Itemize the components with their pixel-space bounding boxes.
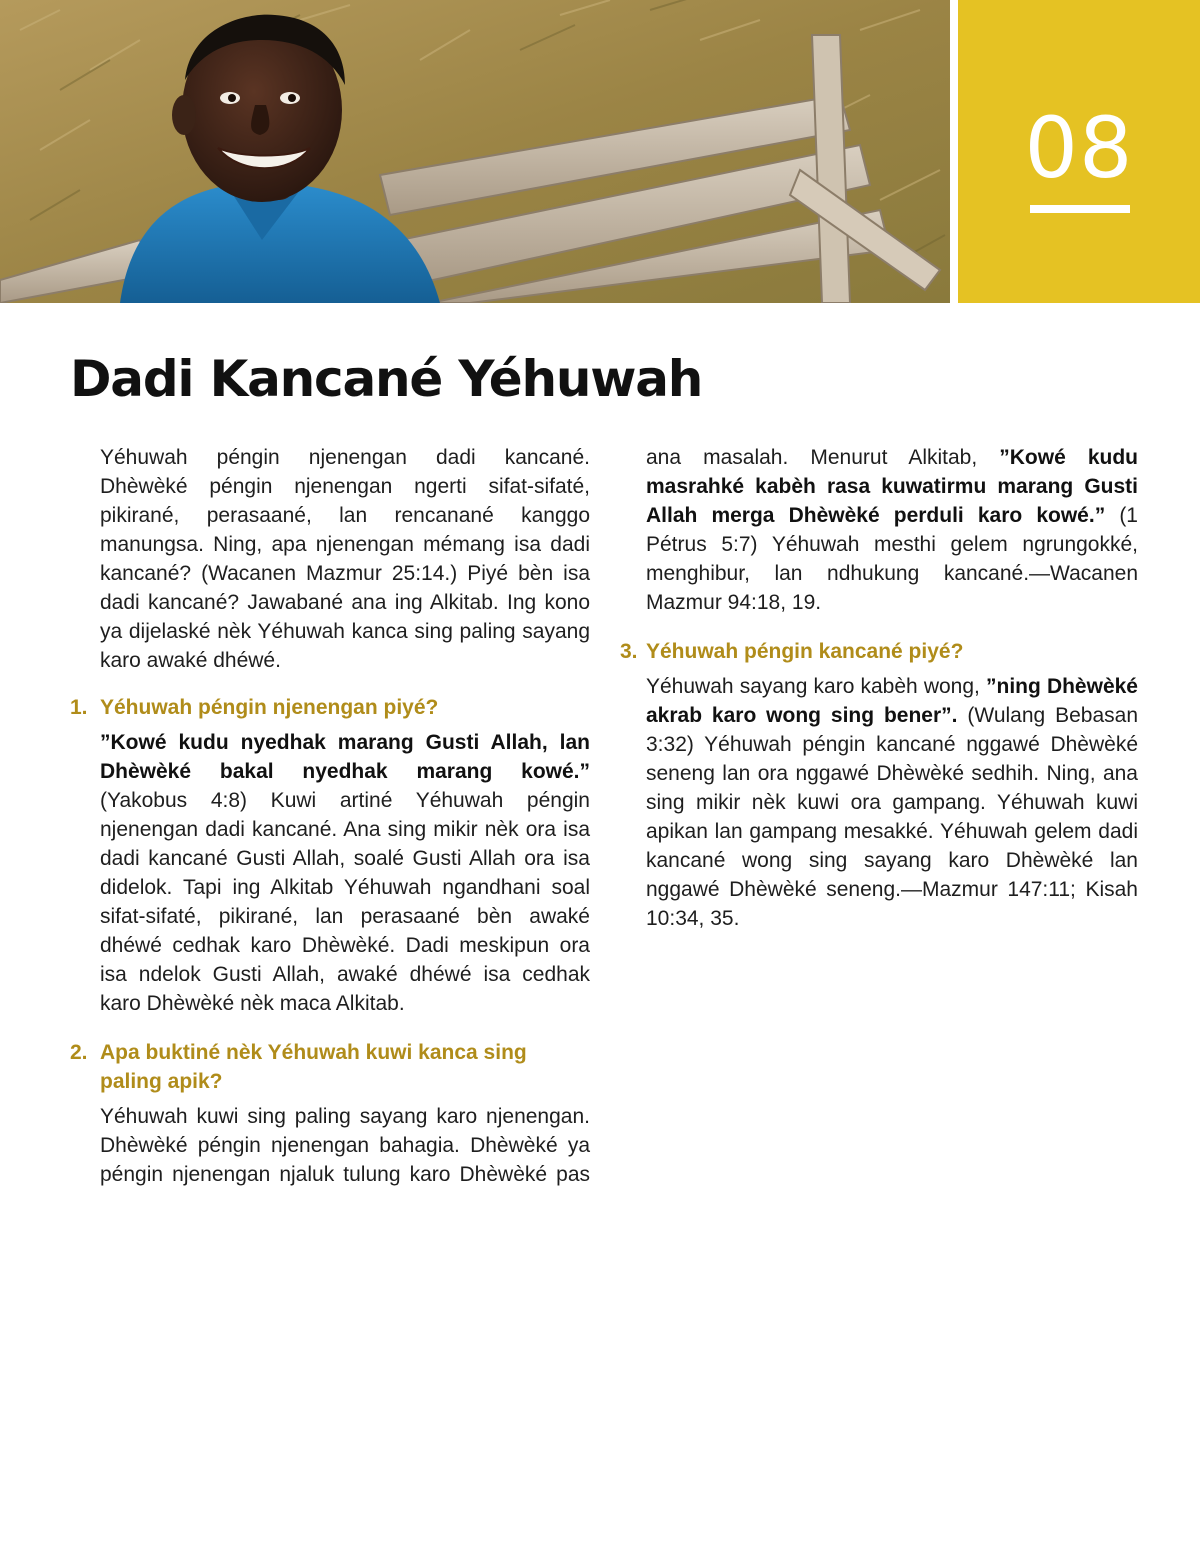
question-2-text: Apa buktiné nèk Yéhuwah kuwi kanca sing paling apik?: [100, 1041, 527, 1093]
answer-1-paragraph: [70, 728, 590, 1018]
question-2-number: 2.: [70, 1041, 88, 1064]
answer-3-verse: ”ning Dhèwèké akrab karo wong sing bener”.: [646, 675, 1138, 727]
header-photo: [0, 0, 950, 303]
question-1-heading: [70, 693, 590, 722]
answer-1-verse: ”Kowé kudu nyedhak marang Gusti Allah, lan Dhèwèké bakal nyedhak marang kowé.”: [100, 731, 590, 783]
answer-3-body-before: Yéhuwah sayang karo kabèh wong,: [646, 675, 986, 698]
answer-3-paragraph: [620, 672, 1138, 933]
answer-3-body-after: (Wulang Bebasan 3:32) Yéhuwah péngin kancané nggawé Dhèwèké seneng lan ora nggawé Dhèwèké sedhih. Ning, ana sing mikir nèk kuwi ora gampang. Yéhuwah kuwi apikan lan gampang mesakké. Yéhuwah gelem dadi kancané wong sing sayang karo Dhèwèké lan nggawé Dhèwèké seneng.—Mazmur 147:11; Kisah 10:34, 35.: [646, 704, 1138, 930]
page-title: Dadi Kancané Yéhuwah: [70, 350, 703, 408]
question-1-number: 1.: [70, 696, 88, 719]
answer-2-body-before: Yéhuwah kuwi sing paling sayang karo njenengan. Dhèwèké péngin njenengan bahagia. Dhèwèké ya péngin njenengan njaluk tulung karo Dhèwèké pas: [100, 1105, 590, 1186]
answer-2-paragraph: [70, 1102, 590, 1189]
question-2-heading: [70, 1038, 590, 1096]
answer-2-verse: ”Kowé kudu masrahké kabèh rasa kuwatirmu marang Gusti Allah merga Dhèwèké perduli karo kowé.”: [646, 446, 1138, 527]
answer-1-body: (Yakobus 4:8) Kuwi artiné Yéhuwah péngin njenengan dadi kancané. Ana sing mikir nèk ora isa dadi kancané Gusti Allah, soalé Gusti Allah ora isa didelok. Tapi ing Alkitab Yéhuwah ngandhani soal sifat-sifaté, pikirané, lan perasaané bèn awaké dhéwé cedhak karo Dhèwèké. Dadi meskipun ora isa ndelok Gusti Allah, awaké dhéwé isa cedhak karo Dhèwèké nèk maca Alkitab.: [100, 789, 590, 1015]
answer-2-continued: [620, 443, 1138, 617]
question-3-text: Yéhuwah péngin kancané piyé?: [646, 640, 964, 663]
intro-paragraph: Yéhuwah péngin njenengan dadi kancané. Dhèwèké péngin njenengan ngerti sifat-sifaté, pikirané, perasaané, lan rencanané kanggo manungsa. Ning, apa njenengan mémang isa dadi kancané? (Wacanen Mazmur 25:14.) Piyé bèn isa dadi kancané? Jawabané ana ing Alkitab. Ing kono ya dijelaské nèk Yéhuwah kanca sing paling sayang karo awaké dhéwé.: [100, 446, 590, 672]
lesson-number: 08: [1024, 99, 1134, 197]
lesson-number-badge: [958, 0, 1200, 303]
answer-2-body-before: ana masalah. Menurut Alkitab,: [646, 446, 1000, 469]
question-3-number: 3.: [620, 640, 638, 663]
answer-2-body-after: (1 Pétrus 5:7) Yéhuwah mesthi gelem ngrungokké, menghibur, lan ndhukung kancané.—Wacanen Mazmur 94:18, 19.: [646, 504, 1138, 614]
question-3-heading: [620, 637, 1138, 666]
lesson-number-underline: [1030, 205, 1130, 213]
right-column: [620, 443, 1138, 933]
question-1-text: Yéhuwah péngin njenengan piyé?: [100, 696, 439, 719]
left-column: [70, 443, 590, 1189]
smiling-man-fence-illustration: [0, 0, 950, 303]
